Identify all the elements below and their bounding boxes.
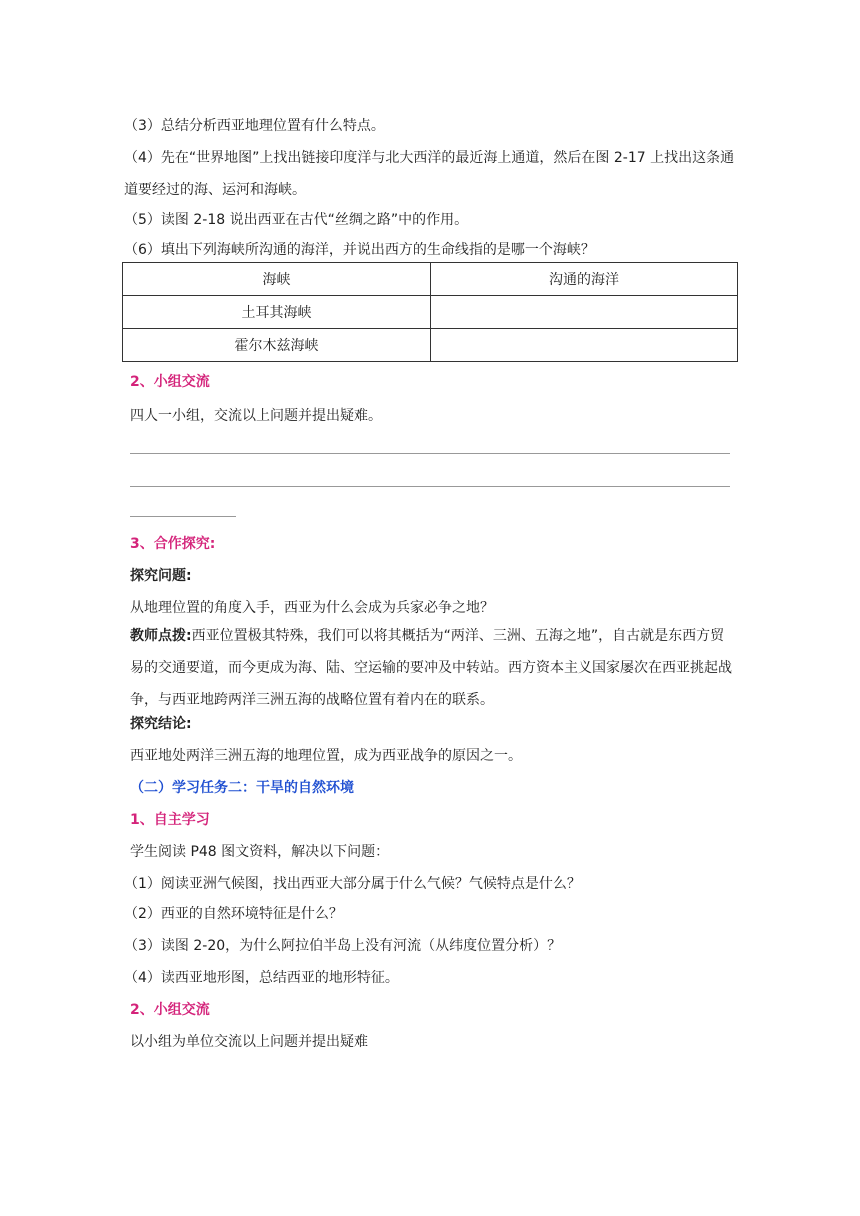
question-4: （4）先在“世界地图”上找出链接印度洋与北大西洋的最近海上通道，然后在图 2-17 上找出这条通道要经过的海、运河和海峡。 [124, 150, 735, 198]
table-cell-ocean [431, 296, 738, 329]
answer-line [130, 516, 236, 517]
task2-question: （1）阅读亚洲气候图，找出西亚大部分属于什么气候？气候特点是什么？ [124, 876, 581, 892]
answer-line [130, 453, 730, 454]
section2-heading: 2、小组交流 [130, 374, 210, 390]
table-row [123, 296, 738, 329]
answer-line [130, 486, 730, 487]
teacher-hint [130, 620, 732, 716]
task2-sub1-heading: 1、自主学习 [130, 812, 210, 828]
table-row [123, 329, 738, 362]
section2-text: 四人一小组，交流以上问题并提出疑难。 [130, 408, 382, 424]
question-5: （5）读图 2-18 说出西亚在古代“丝绸之路”中的作用。 [124, 212, 469, 228]
conclusion-label: 探究结论: [130, 716, 192, 732]
problem-text: 从地理位置的角度入手，西亚为什么会成为兵家必争之地？ [130, 600, 494, 616]
hint-label: 教师点拨: [130, 628, 192, 644]
table-cell-ocean [431, 329, 738, 362]
table-header-row [123, 263, 738, 296]
task2-question: （3）读图 2-20，为什么阿拉伯半岛上没有河流（从纬度位置分析）？ [124, 938, 562, 954]
task2-intro: 学生阅读 P48 图文资料，解决以下问题： [130, 844, 390, 860]
question-3: （3）总结分析西亚地理位置有什么特点。 [124, 118, 385, 134]
task2-question: （2）西亚的自然环境特征是什么？ [124, 906, 343, 922]
task2-sub2-heading: 2、小组交流 [130, 1002, 210, 1018]
table-cell-strait: 霍尔木兹海峡 [123, 329, 431, 362]
task2-heading: （二）学习任务二：干旱的自然环境 [130, 780, 354, 796]
conclusion-text: 西亚地处两洋三洲五海的地理位置，成为西亚战争的原因之一。 [130, 748, 522, 764]
section3-heading: 3、合作探究: [130, 536, 216, 552]
strait-table [122, 262, 738, 362]
problem-label: 探究问题: [130, 568, 192, 584]
task2-question: （4）读西亚地形图，总结西亚的地形特征。 [124, 970, 399, 986]
task2-sub2-text: 以小组为单位交流以上问题并提出疑难 [130, 1034, 368, 1050]
table-header-cell: 沟通的海洋 [431, 263, 738, 296]
table-header-cell: 海峡 [123, 263, 431, 296]
table-cell-strait: 土耳其海峡 [123, 296, 431, 329]
question-6: （6）填出下列海峡所沟通的海洋，并说出西方的生命线指的是哪一个海峡？ [124, 242, 595, 258]
hint-text: 西亚位置极其特殊，我们可以将其概括为“两洋、三洲、五海之地”，自古就是东西方贸易的交通要道，而今更成为海、陆、空运输的要冲及中转站。西方资本主义国家屡次在西亚挑起战争，与西亚地跨两洋三洲五海的战略位置有着内在的联系。 [130, 628, 732, 708]
